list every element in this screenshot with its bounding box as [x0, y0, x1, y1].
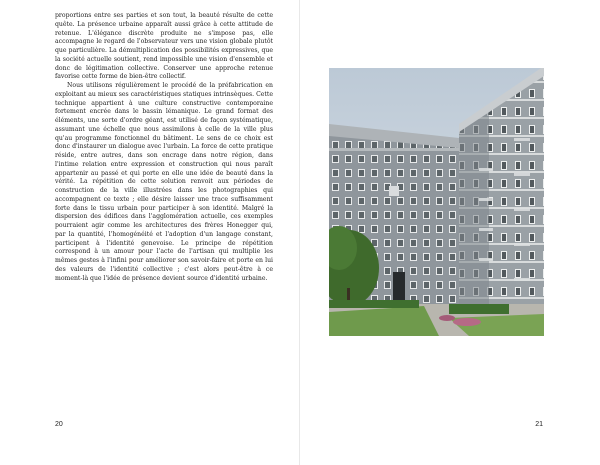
building-photo	[329, 68, 544, 336]
body-text	[55, 12, 273, 283]
page-number-left: 20	[55, 421, 63, 428]
paragraph-1: proportions entre ses parties et son tout, la beauté résulte de cette quête. La présence urbaine apparaît aussi grâce à cette attitude de retenue. L'élégance discrète produite ne s'impose pas, elle accompagne le regard de l'observateur vers une vision globale plutôt que particulière. La démultiplication des possibilités expressives, que la société actuelle soutient, rend impossible une vision d'ensemble et donc de légitimation collective. Conserver une approche retenue favorise cette forme de bien-être collectif.	[55, 12, 273, 81]
building-photo-image	[329, 68, 544, 336]
page-number-right: 21	[535, 421, 543, 428]
right-page	[300, 0, 600, 465]
paragraph-2: Nous utilisons régulièrement le procédé de la préfabrication en exploitant au mieux ses caractéristiques statiques intrinsèques. Cette technique appartient à une culture constructive contemporaine fortement encrée dans le bassin lémanique. Le grand format des éléments, une sorte d'ordre géant, est utilisé de façon systématique, assumant une échelle que nous assimilons à celle de la ville plus qu'au programme fonctionnel du bâtiment. Le sens de ce choix est donc d'instaurer un dialogue avec l'urbain. La force de cette pratique réside, entre autres, dans son encrage dans notre région, dans l'intime relation entre expression et construction qui nous paraît appartenir au passé et qui porte en elle une idée de beauté dans la vérité. La répétition de cette solution renvoit aux périodes de construction de la ville illustrées dans les photographies qui accompagnent ce texte ; elle désire laisser une trace suffisamment forte dans le tissu urbain pour participer à son identité. Malgré la dispersion des édifices dans l'agglomération actuelle, ces exemples pourraient agir comme les architectures des frères Honegger qui, par la quantité, l'homogénéité et l'adoption d'un langage constant, participent à l'identité genevoise. Le principe de répétition correspond à un amour pour l'acte de l'artisan qui multiplie les mêmes gestes à l'infini pour améliorer son savoir-faire et porte en lui des valeurs de l'identité collective ; c'est alors peut-être à ce moment-là que l'idée de présence devient source d'identité urbaine.	[55, 82, 273, 282]
